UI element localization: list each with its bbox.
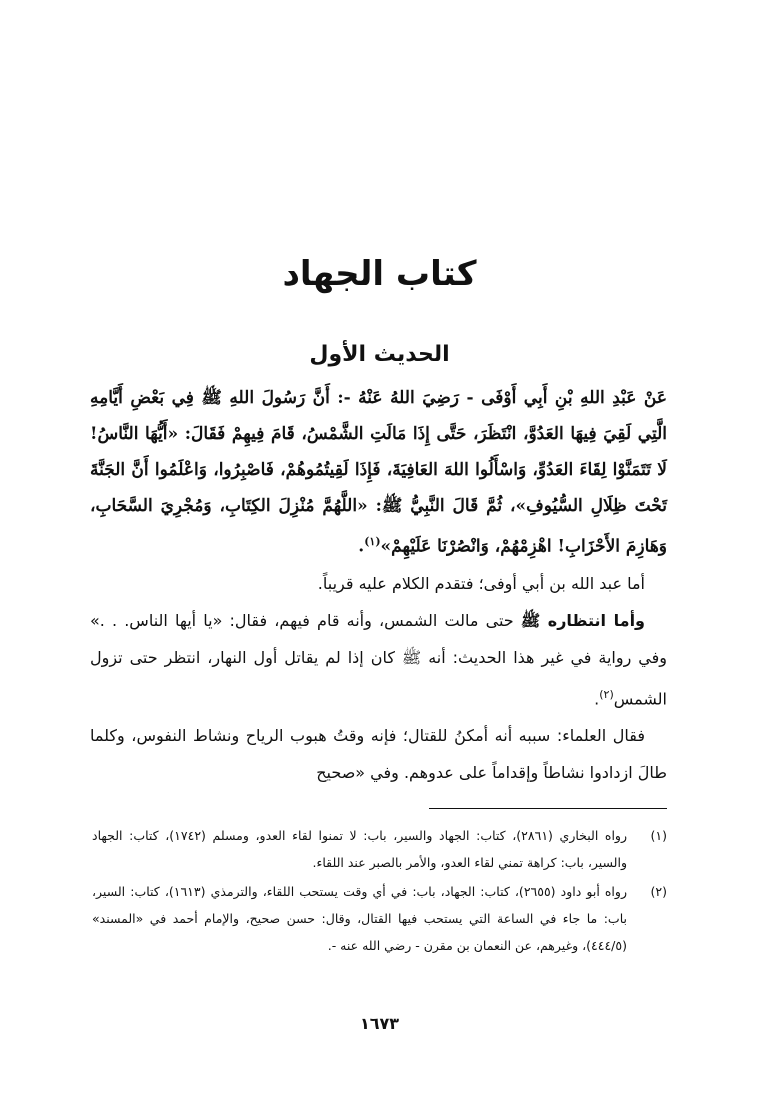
footnote-text: رواه أبو داود (٢٦٥٥)، كتاب: الجهاد، باب: في أي وقت يستحب اللقاء، والترمذي (١٦١٣)، كتاب: السير، باب: ما جاء في الساعة التي يستحب فيها القتال، وقال: حسن صحيح، والإمام أحمد في «المسند» (٤٤٤/٥)، وغيرهم، عن النعمان بن مقرن - رضي الله عنه -. <box>92 884 627 953</box>
footnotes <box>92 822 667 961</box>
main-text <box>90 380 667 791</box>
footnote-ref-2[interactable]: (٢) <box>599 687 614 701</box>
hadith-text-content: عَنْ عَبْدِ اللهِ بْنِ أَبِي أَوْفَى - رَضِيَ اللهُ عَنْهُ -: أَنَّ رَسُولَ اللهِ ﷺ فِي بَعْضِ أَيَّامِهِ الَّتِي لَقِيَ فِيهَا العَدُوَّ، انْتَظَرَ، حَتَّى إِذَا مَالَتِ الشَّمْسُ، قَامَ فِيهِمْ فَقَالَ: «أَيُّهَا النَّاسُ! لَا تَتَمَنَّوْا لِقَاءَ العَدُوِّ، وَاسْأَلُوا اللهَ العَافِيَةَ، فَإِذَا لَقِيتُمُوهُمْ، فَاصْبِرُوا، وَاعْلَمُوا أَنَّ الجَنَّةَ تَحْتَ ظِلَالِ السُّيُوفِ»، ثُمَّ قَالَ النَّبِيُّ ﷺ: «اللَّهُمَّ مُنْزِلَ الكِتَابِ، وَمُجْرِيَ السَّحَابِ، وَهَازِمَ الأَحْزَابِ! اهْزِمْهُمْ، وَانْصُرْنَا عَلَيْهِمْ» <box>90 388 667 557</box>
footnote-ref-1[interactable]: (١) <box>364 535 381 548</box>
hadith-text: عَنْ عَبْدِ اللهِ بْنِ أَبِي أَوْفَى - رَضِيَ اللهُ عَنْهُ -: أَنَّ رَسُولَ اللهِ ﷺ فِي بَعْضِ أَيَّامِهِ الَّتِي لَقِيَ فِيهَا العَدُوَّ، انْتَظَرَ، حَتَّى إِذَا مَالَتِ الشَّمْسُ، قَامَ فِيهِمْ فَقَالَ: «أَيُّهَا النَّاسُ! لَا تَتَمَنَّوْا لِقَاءَ العَدُوِّ، وَاسْأَلُوا اللهَ العَافِيَةَ، فَإِذَا لَقِيتُمُوهُمْ، فَاصْبِرُوا، وَاعْلَمُوا أَنَّ الجَنَّةَ تَحْتَ ظِلَالِ السُّيُوفِ»، ثُمَّ قَالَ النَّبِيُّ ﷺ: «اللَّهُمَّ مُنْزِلَ الكِتَابِ، وَمُجْرِيَ السَّحَابِ، وَهَازِمَ الأَحْزَابِ! اهْزِمْهُمْ، وَانْصُرْنَا عَلَيْهِمْ»$^{(١)}$. <box>90 388 667 557</box>
footnote-text: رواه البخاري (٢٨٦١)، كتاب: الجهاد والسير، باب: لا تمنوا لقاء العدو، ومسلم (١٧٤٢)، كتاب: الجهاد والسير، باب: كراهة تمني لقاء العدو، والأمر بالصبر عند اللقاء. <box>92 828 628 870</box>
page-number: ١٦٧٣ <box>359 1014 400 1033</box>
book-title: كتاب الجهاد <box>282 254 477 294</box>
commentary-text: حتى مالت الشمس، وأنه قام فيهم، فقال: «يا أيها الناس. . .» وفي رواية في غير هذا الحديث: أنه ﷺ كان إذا لم يقاتل أول النهار، انتظر حتى تزول الشمس <box>90 610 667 708</box>
commentary-lead: وأما انتظاره ﷺ <box>520 610 645 630</box>
commentary-paragraph-narrator: أما عبد الله بن أبي أوفى؛ فتقدم الكلام عليه قريباً. <box>317 573 645 593</box>
footnote-1 <box>92 822 667 876</box>
commentary-paragraph-scholars: فقال العلماء: سببه أنه أمكنُ للقتال؛ فإنه وقتُ هبوب الرياح ونشاط النفوس، وكلما طالَ ازدادوا نشاطاً وإقداماً على عدوهم. وفي «صحيح <box>90 725 667 782</box>
commentary-end: . <box>594 688 600 708</box>
footnote-number: (١) <box>650 828 667 843</box>
hadith-title: الحديث الأول <box>309 342 450 367</box>
footnote-2 <box>92 878 667 959</box>
footnote-number: (٢) <box>650 884 667 899</box>
commentary-paragraph-waiting <box>90 602 667 717</box>
footnote-separator <box>429 808 667 809</box>
